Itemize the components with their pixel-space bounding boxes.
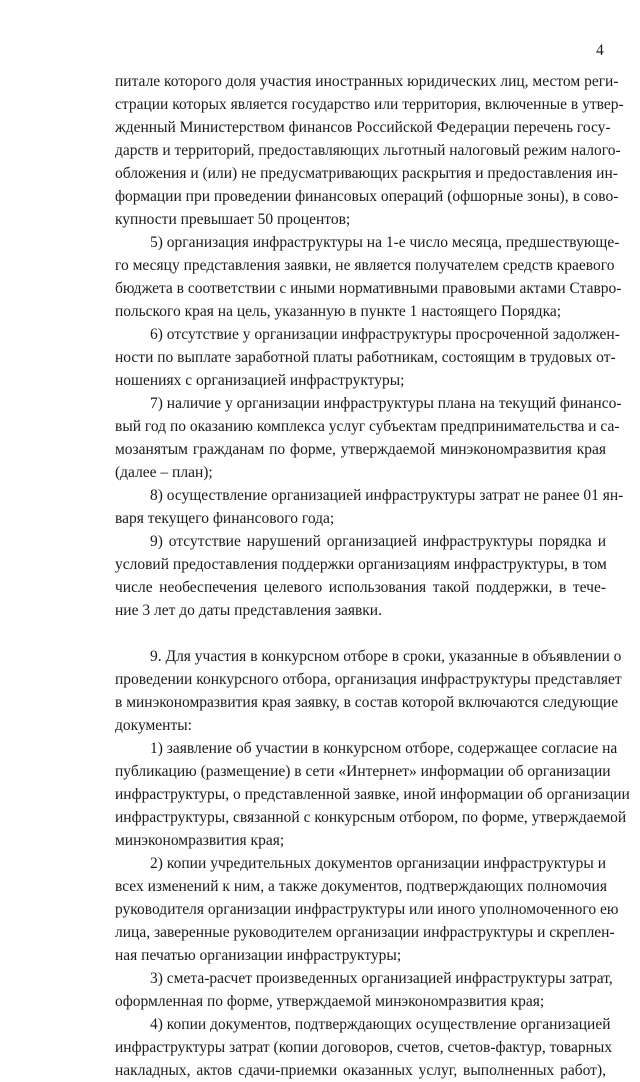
text-line: инфраструктуры, связанной с конкурсным отбором, по форме, утверждаемой (115, 809, 627, 826)
paragraph-doc4 (115, 1013, 613, 1082)
text-line: проведении конкурсного отбора, организация инфраструктуры представляет (115, 671, 622, 688)
text-line: лица, заверенные руководителем организации инфраструктуры и скреплен- (115, 924, 615, 941)
paragraph-spacer (115, 622, 606, 645)
document-body (115, 70, 630, 1082)
text-line: минэкономразвития края; (115, 832, 285, 849)
text-line: обложения и (или) не предусматривающих раскрытия и предоставления ин- (115, 165, 618, 182)
text-line: питале которого доля участия иностранных юридических лиц, местом реги- (115, 73, 619, 90)
text-line: ная печатью организации инфраструктуры; (115, 947, 402, 964)
paragraph-section9 (115, 645, 622, 737)
text-line: 9) отсутствие нарушений организацией инфраструктуры порядка и (150, 533, 606, 550)
text-line: ности по выплате заработной платы работникам, состоящим в трудовых от- (115, 349, 616, 366)
text-line: купности превышает 50 процентов; (115, 211, 351, 228)
text-line: ние 3 лет до даты представления заявки. (115, 602, 382, 619)
text-line: числе необеспечения целевого использования такой поддержки, в тече- (115, 579, 606, 596)
text-line: 4) копии документов, подтверждающих осуществление организацией (150, 1016, 611, 1033)
text-line: (далее – план); (115, 464, 213, 481)
text-line: инфраструктуры, о представленной заявке, иной информации об организации (115, 786, 630, 803)
text-line: инфраструктуры затрат (копии договоров, счетов, счетов-фактур, товарных (115, 1039, 613, 1056)
text-line: условий предоставления поддержки организациям инфраструктуры, в том (115, 556, 607, 573)
text-line: 2) копии учредительных документов организации инфраструктуры и (150, 855, 606, 872)
text-line: ношениях с организацией инфраструктуры; (115, 372, 405, 389)
paragraph-doc2 (115, 852, 619, 967)
text-line: 1) заявление об участии в конкурсном отборе, содержащее согласие на (150, 740, 618, 757)
text-line: дарств и территорий, предоставляющих льготный налоговый режим налого- (115, 142, 621, 159)
paragraph-continuation (115, 70, 624, 231)
paragraph-item7 (115, 392, 622, 484)
paragraph-doc3 (115, 967, 613, 1013)
text-line: формации при проведении финансовых операций (офшорные зоны), в сово- (115, 188, 619, 205)
text-line: в минэкономразвития края заявку, в состав которой включаются следующие (115, 694, 619, 711)
text-line: мозанятым гражданам по форме, утверждаемой минэкономразвития края (115, 441, 606, 458)
text-line: оформленная по форме, утверждаемой минэкономразвития края; (115, 993, 545, 1010)
text-line: 9. Для участия в конкурсном отборе в сроки, указанные в объявлении о (150, 648, 622, 665)
paragraph-item5 (115, 231, 622, 323)
text-line: бюджета в соответствии с иными нормативными правовыми актами Ставро- (115, 280, 622, 297)
text-line: 6) отсутствие у организации инфраструктуры просроченной задолжен- (150, 326, 620, 343)
text-line: накладных, актов сдачи-приемки оказанных услуг, выполненных работ), (115, 1062, 606, 1079)
text-line: руководителя организации инфраструктуры или иного уполномоченного ею (115, 901, 619, 918)
text-line: страции которых является государство или территория, включенные в утвер- (115, 96, 624, 113)
text-line: публикацию (размещение) в сети «Интернет» информации об организации (115, 763, 611, 780)
text-line: варя текущего финансового года; (115, 510, 335, 527)
paragraph-item9 (115, 530, 606, 622)
paragraph-doc1 (115, 737, 630, 852)
text-line: го месяцу представления заявки, не является получателем средств краевого (115, 257, 615, 274)
text-line: вый год по оказанию комплекса услуг субъектам предпринимательства и са- (115, 418, 620, 435)
text-line: 7) наличие у организации инфраструктуры плана на текущий финансо- (150, 395, 622, 412)
text-line: жденный Министерством финансов Российской Федерации перечень госу- (115, 119, 611, 136)
page-number: 4 (596, 42, 604, 59)
text-line: 5) организация инфраструктуры на 1-е число месяца, предшествующе- (150, 234, 620, 251)
text-line: 8) осуществление организацией инфраструктуры затрат не ранее 01 ян- (150, 487, 624, 504)
text-line: всех изменений к ним, а также документов, подтверждающих полномочия (115, 878, 607, 895)
paragraph-item8 (115, 484, 624, 530)
text-line: польского края на цель, указанную в пункте 1 настоящего Порядка; (115, 303, 562, 320)
paragraph-item6 (115, 323, 620, 392)
text-line: документы: (115, 717, 192, 734)
text-line: 3) смета-расчет произведенных организацией инфраструктуры затрат, (150, 970, 613, 987)
